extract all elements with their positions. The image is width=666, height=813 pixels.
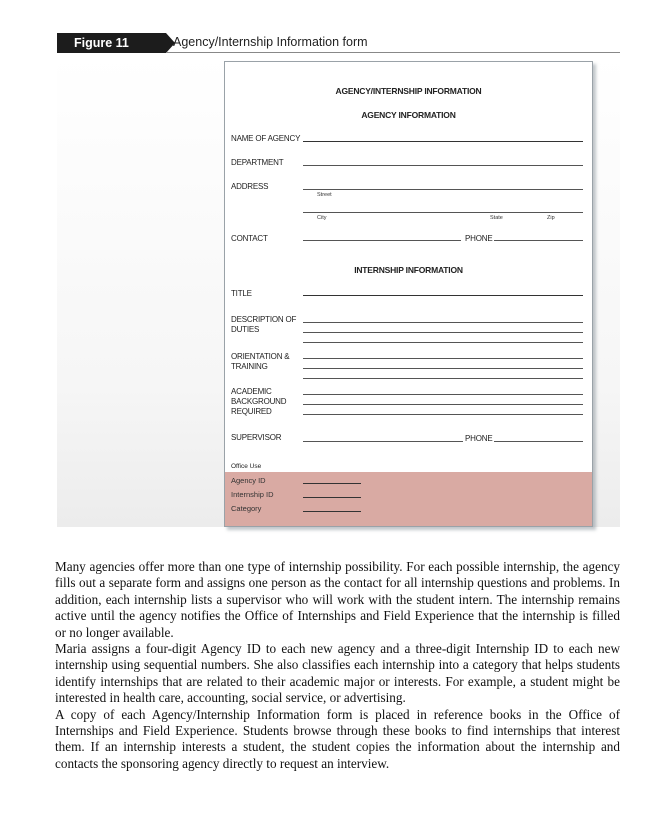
description-line-3[interactable] xyxy=(303,342,583,343)
address-city-field[interactable] xyxy=(303,212,583,213)
supervisor-phone-label: PHONE xyxy=(465,434,493,443)
paragraph-1: Many agencies offer more than one type of internship possibility. For each possible internship, the agency fills out a separate form and assigns one person as the contact for all internship questions and problems. In addition, each internship lists a supervisor who will work with the student intern. The internship remains active until the agency notifies the Office of Internships and Field Experience that the internship is filled or no longer available. xyxy=(55,559,620,640)
name-of-agency-field[interactable] xyxy=(303,141,583,142)
office-use-panel xyxy=(225,472,592,527)
category-label: Category xyxy=(231,504,262,513)
academic-label: ACADEMIC BACKGROUND REQUIRED xyxy=(231,387,287,416)
title-label: TITLE xyxy=(231,289,252,298)
supervisor-label: SUPERVISOR xyxy=(231,433,282,442)
contact-field[interactable] xyxy=(303,240,461,241)
academic-line-3[interactable] xyxy=(303,414,583,415)
orientation-label: ORIENTATION & TRAINING xyxy=(231,352,290,371)
contact-phone-label: PHONE xyxy=(465,234,493,243)
address-label: ADDRESS xyxy=(231,182,269,191)
academic-line-1[interactable] xyxy=(303,394,583,395)
figure-header xyxy=(57,33,620,53)
city-caption: City xyxy=(317,215,327,221)
internship-section-heading: INTERNSHIP INFORMATION xyxy=(354,265,463,275)
orientation-line-1[interactable] xyxy=(303,358,583,359)
paragraph-3: A copy of each Agency/Internship Information form is placed in reference books in the Office of Internships and Field Experience. Students browse through these books to find internships that interest them. If an internship interests a student, the student copies the information about the internship and contacts the sponsoring agency directly to request an interview. xyxy=(55,706,620,771)
title-field[interactable] xyxy=(303,295,583,296)
contact-label: CONTACT xyxy=(231,234,268,243)
description-line-2[interactable] xyxy=(303,332,583,333)
figure-rule xyxy=(166,52,620,53)
form-sheet xyxy=(224,61,593,527)
orientation-line-3[interactable] xyxy=(303,378,583,379)
contact-phone-field[interactable] xyxy=(494,240,583,241)
supervisor-phone-field[interactable] xyxy=(494,441,583,442)
department-field[interactable] xyxy=(303,165,583,166)
figure-title: Agency/Internship Information form xyxy=(173,35,368,49)
agency-id-label: Agency ID xyxy=(231,476,266,485)
state-caption: State xyxy=(490,215,503,221)
zip-caption: Zip xyxy=(547,215,555,221)
orientation-line-2[interactable] xyxy=(303,368,583,369)
internship-id-field[interactable] xyxy=(303,497,361,498)
office-use-title: Office Use xyxy=(231,463,262,470)
internship-id-label: Internship ID xyxy=(231,490,274,499)
form-title: AGENCY/INTERNSHIP INFORMATION xyxy=(335,86,482,96)
description-label: DESCRIPTION OF DUTIES xyxy=(231,315,297,334)
body-text xyxy=(55,559,620,772)
agency-id-field[interactable] xyxy=(303,483,361,484)
name-of-agency-label: NAME OF AGENCY xyxy=(231,134,301,143)
description-line-1[interactable] xyxy=(303,322,583,323)
category-field[interactable] xyxy=(303,511,361,512)
address-street-field[interactable] xyxy=(303,189,583,190)
figure-number: Figure 11 xyxy=(57,33,166,53)
agency-section-heading: AGENCY INFORMATION xyxy=(361,110,456,120)
paragraph-2: Maria assigns a four-digit Agency ID to each new agency and a three-digit Internship ID to each new internship using sequential numbers. She also classifies each internship into a category that helps students identify internships that are related to their academic major or interests. For example, a student might be interested in health care, accounting, social service, or advertising. xyxy=(55,641,620,706)
department-label: DEPARTMENT xyxy=(231,158,284,167)
academic-line-2[interactable] xyxy=(303,404,583,405)
supervisor-field[interactable] xyxy=(303,441,463,442)
street-caption: Street xyxy=(317,192,332,198)
